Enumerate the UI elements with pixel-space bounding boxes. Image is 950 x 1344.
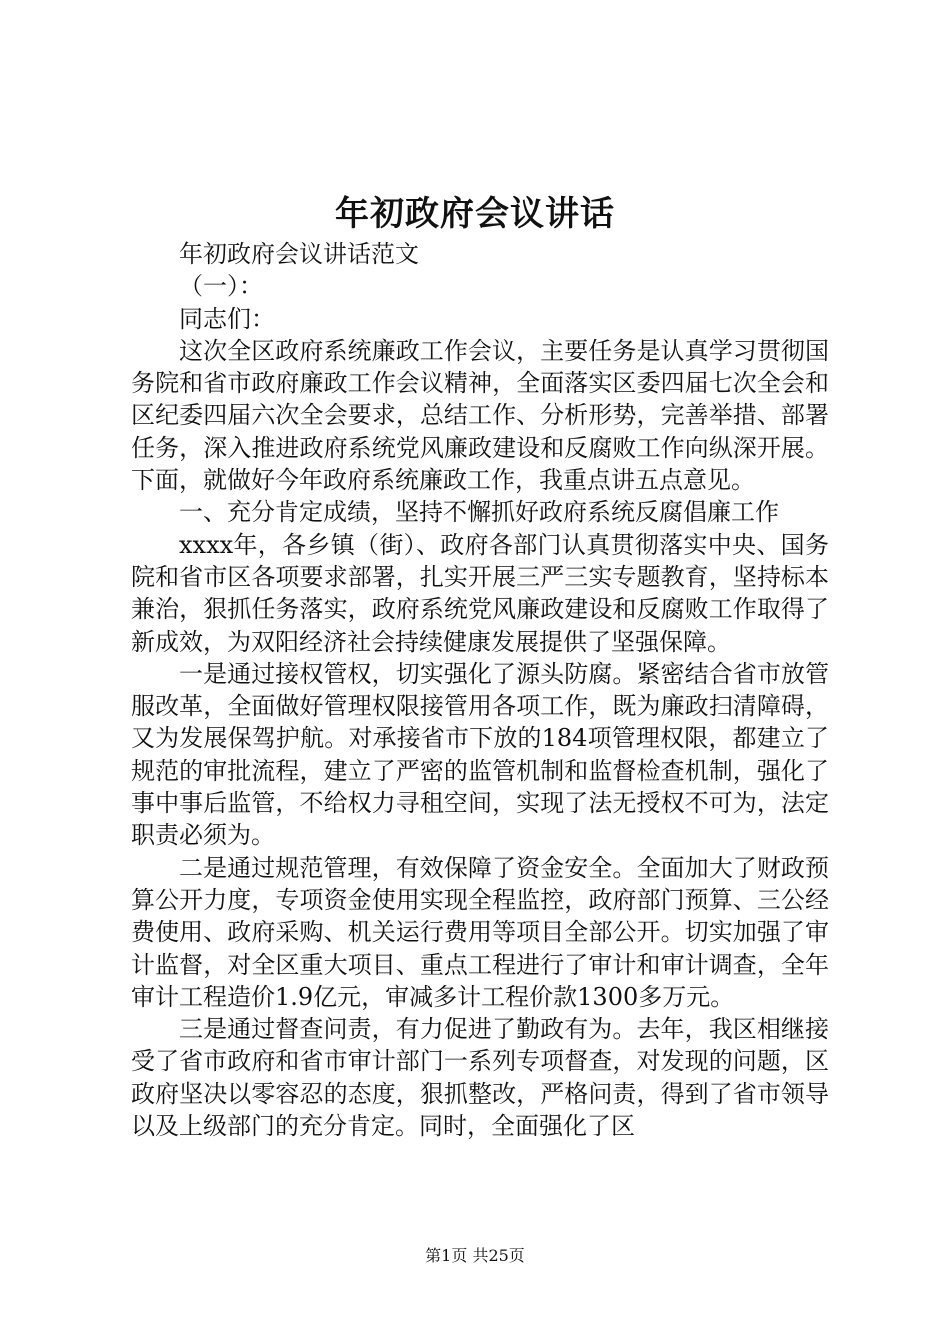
page-number-footer: 第1页 共25页 xyxy=(425,1246,525,1265)
document-title: 年初政府会议讲话 xyxy=(335,194,615,234)
paragraph-achievements: xxxx年，各乡镇（街）、政府各部门认真贯彻落实中央、国务院和省市区各项要求部署，扎实开展三严三实专题教育，坚持标本兼治，狠抓任务落实，政府系统党风廉政建设和反腐败工作取得了新成效，为双阳经济社会持续健康发展提供了坚强保障。 xyxy=(131,530,829,656)
paragraph-section-number: （一）： xyxy=(179,272,263,301)
paragraph-point-three: 三是通过督查问责，有力促进了勤政有为。去年，我区相继接受了省市政府和省市审计部门一系列专项督查，对发现的问题，区政府坚决以零容忍的态度，狠抓整改，严格问责，得到了省市领导以及上级部门的充分肯定。同时，全面强化了区 xyxy=(131,1015,829,1141)
paragraph-salutation: 同志们： xyxy=(179,304,275,333)
paragraph-subtitle: 年初政府会议讲话范文 xyxy=(179,240,419,268)
document-body xyxy=(131,238,829,1142)
paragraph-point-one: 一是通过接权管权，切实强化了源头防腐。紧密结合省市放管服改革，全面做好管理权限接管用各项工作，既为廉政扫清障碍，又为发展保驾护航。对承接省市下放的184项管理权限，都建立了规范的审批流程，建立了严密的监管机制和监督检查机制，强化了事中事后监管，不给权力寻租空间，实现了法无授权不可为，法定职责必须为。 xyxy=(131,659,829,850)
paragraph-point-two: 二是通过规范管理，有效保障了资金安全。全面加大了财政预算公开力度，专项资金使用实现全程监控，政府部门预算、三公经费使用、政府采购、机关运行费用等项目全部公开。切实加强了审计监督，对全区重大项目、重点工程进行了审计和审计调查，全年审计工程造价1.9亿元，审减多计工程价款1300多万元。 xyxy=(131,853,829,1011)
paragraph-heading-one: 一、充分肯定成绩，坚持不懈抓好政府系统反腐倡廉工作 xyxy=(179,498,779,527)
paragraph-intro: 这次全区政府系统廉政工作会议，主要任务是认真学习贯彻国务院和省市政府廉政工作会议精神，全面落实区委四届七次全会和区纪委四届六次全会要求，总结工作、分析形势，完善举措、部署任务，深入推进政府系统党风廉政建设和反腐败工作向纵深开展。下面，就做好今年政府系统廉政工作，我重点讲五点意见。 xyxy=(131,336,829,495)
